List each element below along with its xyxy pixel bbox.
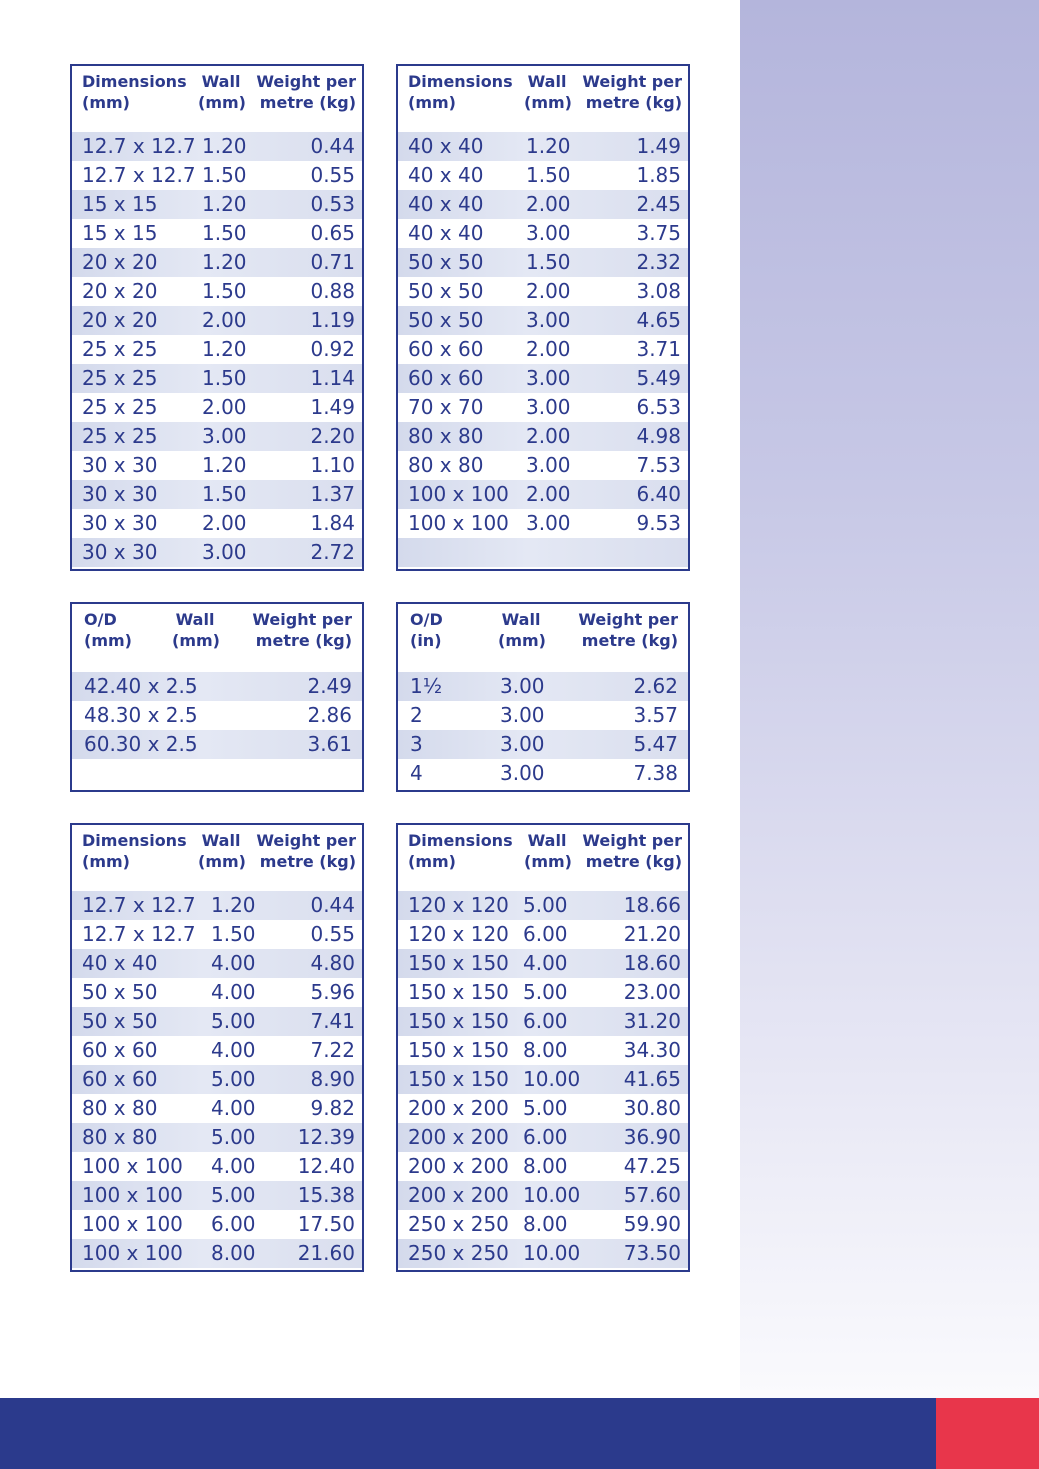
table-row <box>398 1210 688 1239</box>
header-dimensions: Dimensions (mm) <box>82 72 187 112</box>
cell-dimensions: 200 x 200 <box>408 1096 509 1120</box>
cell-dimensions: 2 <box>410 703 423 727</box>
cell-weight: 0.44 <box>310 893 355 917</box>
round-tube-table-in <box>396 602 690 792</box>
cell-dimensions: 40 x 40 <box>408 134 484 158</box>
table-row <box>398 306 688 335</box>
table-row <box>72 306 362 335</box>
table-row <box>72 422 362 451</box>
cell-wall: 1.20 <box>211 893 256 917</box>
cell-dimensions: 50 x 50 <box>82 980 158 1004</box>
cell-dimensions: 70 x 70 <box>408 395 484 419</box>
table-row <box>72 277 362 306</box>
cell-weight: 15.38 <box>297 1183 355 1207</box>
header-weight: Weight per metre (kg) <box>252 610 352 650</box>
cell-dimensions: 100 x 100 <box>408 511 509 535</box>
cell-weight: 2.49 <box>307 674 352 698</box>
cell-dimensions: 42.40 x 2.5 <box>84 674 198 698</box>
cell-dimensions: 1½ <box>410 674 443 698</box>
cell-weight: 3.71 <box>636 337 681 361</box>
header-wall: Wall (mm) <box>172 610 220 650</box>
table-row <box>398 335 688 364</box>
cell-weight: 2.62 <box>633 674 678 698</box>
cell-dimensions: 100 x 100 <box>82 1183 183 1207</box>
cell-dimensions: 150 x 150 <box>408 951 509 975</box>
table-row <box>72 701 362 730</box>
cell-dimensions: 80 x 80 <box>408 424 484 448</box>
cell-wall: 1.20 <box>202 192 247 216</box>
table-row <box>398 1123 688 1152</box>
cell-wall: 10.00 <box>523 1067 581 1091</box>
table-row <box>398 393 688 422</box>
table-row <box>398 1065 688 1094</box>
cell-wall: 3.00 <box>500 761 545 785</box>
table-row <box>398 451 688 480</box>
table-row <box>72 672 362 701</box>
cell-wall: 1.50 <box>202 163 247 187</box>
cell-dimensions: 60.30 x 2.5 <box>84 732 198 756</box>
cell-dimensions: 200 x 200 <box>408 1183 509 1207</box>
cell-weight: 5.96 <box>310 980 355 1004</box>
header-weight: Weight per metre (kg) <box>256 72 356 112</box>
cell-weight: 3.08 <box>636 279 681 303</box>
cell-wall: 4.00 <box>211 1038 256 1062</box>
table-row <box>72 364 362 393</box>
table-row <box>398 509 688 538</box>
cell-weight: 21.20 <box>623 922 681 946</box>
cell-wall: 6.00 <box>523 1009 568 1033</box>
cell-dimensions: 150 x 150 <box>408 1038 509 1062</box>
cell-dimensions: 120 x 120 <box>408 893 509 917</box>
cell-wall: 6.00 <box>523 1125 568 1149</box>
header-wall: Wall (mm) <box>524 72 572 112</box>
table-row <box>72 1036 362 1065</box>
cell-weight: 5.47 <box>633 732 678 756</box>
header-weight: Weight per metre (kg) <box>582 831 682 871</box>
cell-dimensions: 50 x 50 <box>408 308 484 332</box>
table-row <box>72 1123 362 1152</box>
cell-wall: 4.00 <box>211 1096 256 1120</box>
table-header <box>398 604 688 662</box>
cell-weight: 2.20 <box>310 424 355 448</box>
cell-weight: 41.65 <box>623 1067 681 1091</box>
table-row <box>72 730 362 759</box>
cell-wall: 2.00 <box>526 424 571 448</box>
cell-wall: 8.00 <box>523 1212 568 1236</box>
cell-dimensions: 200 x 200 <box>408 1154 509 1178</box>
cell-wall: 2.00 <box>202 511 247 535</box>
table-row <box>72 161 362 190</box>
cell-wall: 5.00 <box>211 1183 256 1207</box>
cell-dimensions: 20 x 20 <box>82 250 158 274</box>
cell-wall: 1.50 <box>526 163 571 187</box>
cell-wall: 3.00 <box>202 424 247 448</box>
round-tube-table-mm <box>70 602 364 792</box>
table-row <box>398 672 688 701</box>
cell-weight: 1.84 <box>310 511 355 535</box>
header-weight: Weight per metre (kg) <box>582 72 682 112</box>
cell-dimensions: 60 x 60 <box>408 337 484 361</box>
table-row <box>72 920 362 949</box>
cell-wall: 5.00 <box>211 1125 256 1149</box>
cell-wall: 3.00 <box>526 511 571 535</box>
cell-dimensions: 25 x 25 <box>82 395 158 419</box>
cell-wall: 1.50 <box>526 250 571 274</box>
cell-wall: 1.50 <box>202 366 247 390</box>
table-row <box>398 248 688 277</box>
table-row <box>72 480 362 509</box>
cell-dimensions: 150 x 150 <box>408 1067 509 1091</box>
header-wall: Wall (mm) <box>198 72 246 112</box>
cell-weight: 7.53 <box>636 453 681 477</box>
cell-dimensions: 40 x 40 <box>82 951 158 975</box>
cell-dimensions: 100 x 100 <box>82 1212 183 1236</box>
cell-wall: 1.20 <box>202 134 247 158</box>
cell-weight: 31.20 <box>623 1009 681 1033</box>
cell-wall: 4.00 <box>211 951 256 975</box>
table-row <box>398 701 688 730</box>
cell-weight: 0.88 <box>310 279 355 303</box>
table-row <box>398 759 688 788</box>
cell-wall: 4.00 <box>523 951 568 975</box>
cell-dimensions: 80 x 80 <box>82 1096 158 1120</box>
cell-dimensions: 40 x 40 <box>408 221 484 245</box>
cell-wall: 2.00 <box>526 337 571 361</box>
table-row <box>72 949 362 978</box>
cell-wall: 3.00 <box>500 732 545 756</box>
cell-weight: 2.45 <box>636 192 681 216</box>
cell-weight: 6.53 <box>636 395 681 419</box>
cell-weight: 4.80 <box>310 951 355 975</box>
cell-dimensions: 60 x 60 <box>82 1067 158 1091</box>
cell-dimensions: 25 x 25 <box>82 337 158 361</box>
cell-weight: 0.55 <box>310 163 355 187</box>
table-row <box>72 132 362 161</box>
table-row <box>398 891 688 920</box>
cell-wall: 5.00 <box>523 980 568 1004</box>
header-wall: Wall (mm) <box>498 610 546 650</box>
cell-wall: 5.00 <box>211 1009 256 1033</box>
cell-dimensions: 80 x 80 <box>82 1125 158 1149</box>
square-tube-table-small <box>70 64 364 571</box>
square-tube-table-large <box>396 823 690 1272</box>
cell-dimensions: 30 x 30 <box>82 453 158 477</box>
cell-wall: 1.50 <box>202 279 247 303</box>
cell-weight: 1.10 <box>310 453 355 477</box>
cell-weight: 0.55 <box>310 922 355 946</box>
cell-dimensions: 250 x 250 <box>408 1241 509 1265</box>
cell-dimensions: 80 x 80 <box>408 453 484 477</box>
table-row <box>398 538 688 567</box>
cell-dimensions: 3 <box>410 732 423 756</box>
table-row <box>398 161 688 190</box>
cell-dimensions: 100 x 100 <box>82 1154 183 1178</box>
header-weight: Weight per metre (kg) <box>578 610 678 650</box>
cell-weight: 57.60 <box>623 1183 681 1207</box>
cell-weight: 0.65 <box>310 221 355 245</box>
table-row <box>72 978 362 1007</box>
square-tube-table-heavy <box>70 823 364 1272</box>
cell-weight: 3.61 <box>307 732 352 756</box>
cell-dimensions: 150 x 150 <box>408 1009 509 1033</box>
cell-wall: 1.20 <box>202 250 247 274</box>
cell-dimensions: 12.7 x 12.7 <box>82 893 196 917</box>
table-row <box>72 1239 362 1268</box>
cell-weight: 12.40 <box>297 1154 355 1178</box>
cell-dimensions: 20 x 20 <box>82 308 158 332</box>
cell-weight: 4.98 <box>636 424 681 448</box>
cell-wall: 4.00 <box>211 980 256 1004</box>
table-row <box>398 1152 688 1181</box>
footer-accent-block <box>936 1398 1039 1469</box>
header-dimensions: Dimensions (mm) <box>82 831 187 871</box>
cell-weight: 9.53 <box>636 511 681 535</box>
header-od: O/D (in) <box>410 610 443 650</box>
table-row <box>398 978 688 1007</box>
cell-dimensions: 50 x 50 <box>408 279 484 303</box>
table-row <box>72 891 362 920</box>
cell-wall: 8.00 <box>523 1154 568 1178</box>
table-row <box>72 190 362 219</box>
cell-weight: 59.90 <box>623 1212 681 1236</box>
cell-weight: 73.50 <box>623 1241 681 1265</box>
cell-dimensions: 60 x 60 <box>408 366 484 390</box>
cell-wall: 3.00 <box>526 221 571 245</box>
cell-dimensions: 25 x 25 <box>82 366 158 390</box>
header-weight: Weight per metre (kg) <box>256 831 356 871</box>
cell-wall: 10.00 <box>523 1183 581 1207</box>
cell-wall: 1.50 <box>202 221 247 245</box>
cell-dimensions: 12.7 x 12.7 <box>82 134 196 158</box>
cell-wall: 8.00 <box>523 1038 568 1062</box>
table-row <box>398 277 688 306</box>
table-row <box>72 1007 362 1036</box>
table-row <box>72 1152 362 1181</box>
cell-wall: 1.20 <box>202 337 247 361</box>
cell-weight: 6.40 <box>636 482 681 506</box>
cell-wall: 3.00 <box>500 703 545 727</box>
cell-dimensions: 100 x 100 <box>408 482 509 506</box>
cell-wall: 3.00 <box>526 308 571 332</box>
cell-weight: 0.71 <box>310 250 355 274</box>
footer-bar <box>0 1398 936 1469</box>
cell-weight: 5.49 <box>636 366 681 390</box>
cell-weight: 47.25 <box>623 1154 681 1178</box>
cell-dimensions: 200 x 200 <box>408 1125 509 1149</box>
cell-weight: 4.65 <box>636 308 681 332</box>
table-header <box>72 825 362 883</box>
table-row <box>72 248 362 277</box>
cell-dimensions: 30 x 30 <box>82 511 158 535</box>
table-row <box>72 335 362 364</box>
cell-wall: 3.00 <box>500 674 545 698</box>
cell-weight: 1.85 <box>636 163 681 187</box>
cell-weight: 18.60 <box>623 951 681 975</box>
cell-weight: 34.30 <box>623 1038 681 1062</box>
table-row <box>398 1036 688 1065</box>
cell-weight: 2.86 <box>307 703 352 727</box>
table-row <box>398 1007 688 1036</box>
header-dimensions: Dimensions (mm) <box>408 831 513 871</box>
table-row <box>72 509 362 538</box>
table-row <box>398 1181 688 1210</box>
cell-weight: 8.90 <box>310 1067 355 1091</box>
cell-wall: 3.00 <box>526 366 571 390</box>
cell-dimensions: 25 x 25 <box>82 424 158 448</box>
cell-dimensions: 30 x 30 <box>82 482 158 506</box>
cell-dimensions: 150 x 150 <box>408 980 509 1004</box>
cell-wall: 2.00 <box>202 308 247 332</box>
cell-wall: 1.50 <box>211 922 256 946</box>
cell-dimensions: 4 <box>410 761 423 785</box>
cell-dimensions: 40 x 40 <box>408 163 484 187</box>
cell-dimensions: 250 x 250 <box>408 1212 509 1236</box>
table-row <box>72 538 362 567</box>
cell-dimensions: 120 x 120 <box>408 922 509 946</box>
cell-weight: 0.53 <box>310 192 355 216</box>
cell-weight: 9.82 <box>310 1096 355 1120</box>
side-gradient-panel <box>740 0 1039 1398</box>
cell-wall: 10.00 <box>523 1241 581 1265</box>
cell-weight: 7.22 <box>310 1038 355 1062</box>
table-row <box>398 1094 688 1123</box>
cell-wall: 3.00 <box>202 540 247 564</box>
cell-weight: 18.66 <box>623 893 681 917</box>
table-row <box>72 1210 362 1239</box>
header-dimensions: Dimensions (mm) <box>408 72 513 112</box>
table-row <box>398 730 688 759</box>
table-row <box>72 451 362 480</box>
table-row <box>398 219 688 248</box>
table-row <box>398 132 688 161</box>
cell-wall: 6.00 <box>211 1212 256 1236</box>
cell-wall: 2.00 <box>526 192 571 216</box>
square-tube-table-medium <box>396 64 690 571</box>
cell-dimensions: 60 x 60 <box>82 1038 158 1062</box>
cell-wall: 2.00 <box>202 395 247 419</box>
table-header <box>398 825 688 883</box>
cell-dimensions: 15 x 15 <box>82 192 158 216</box>
cell-weight: 1.49 <box>310 395 355 419</box>
table-row <box>398 1239 688 1268</box>
cell-weight: 1.14 <box>310 366 355 390</box>
cell-weight: 7.38 <box>633 761 678 785</box>
cell-weight: 12.39 <box>297 1125 355 1149</box>
table-row <box>72 219 362 248</box>
table-header <box>72 604 362 662</box>
cell-dimensions: 30 x 30 <box>82 540 158 564</box>
table-header <box>72 66 362 124</box>
cell-wall: 5.00 <box>211 1067 256 1091</box>
table-row <box>72 1065 362 1094</box>
cell-dimensions: 48.30 x 2.5 <box>84 703 198 727</box>
cell-weight: 1.37 <box>310 482 355 506</box>
cell-weight: 30.80 <box>623 1096 681 1120</box>
cell-weight: 1.49 <box>636 134 681 158</box>
cell-dimensions: 50 x 50 <box>408 250 484 274</box>
cell-weight: 2.72 <box>310 540 355 564</box>
cell-weight: 3.75 <box>636 221 681 245</box>
cell-wall: 2.00 <box>526 482 571 506</box>
cell-weight: 1.19 <box>310 308 355 332</box>
cell-wall: 1.50 <box>202 482 247 506</box>
table-row <box>72 393 362 422</box>
cell-wall: 5.00 <box>523 1096 568 1120</box>
cell-weight: 3.57 <box>633 703 678 727</box>
cell-dimensions: 100 x 100 <box>82 1241 183 1265</box>
table-row <box>398 364 688 393</box>
cell-weight: 0.92 <box>310 337 355 361</box>
cell-weight: 21.60 <box>297 1241 355 1265</box>
cell-wall: 4.00 <box>211 1154 256 1178</box>
cell-weight: 23.00 <box>623 980 681 1004</box>
cell-weight: 17.50 <box>297 1212 355 1236</box>
table-row <box>398 920 688 949</box>
cell-wall: 5.00 <box>523 893 568 917</box>
table-row <box>398 422 688 451</box>
header-wall: Wall (mm) <box>198 831 246 871</box>
table-row <box>398 190 688 219</box>
cell-weight: 36.90 <box>623 1125 681 1149</box>
cell-weight: 2.32 <box>636 250 681 274</box>
table-row <box>72 1181 362 1210</box>
cell-wall: 1.20 <box>202 453 247 477</box>
cell-wall: 8.00 <box>211 1241 256 1265</box>
table-row <box>398 480 688 509</box>
cell-weight: 0.44 <box>310 134 355 158</box>
cell-wall: 3.00 <box>526 453 571 477</box>
cell-dimensions: 40 x 40 <box>408 192 484 216</box>
header-od: O/D (mm) <box>84 610 132 650</box>
table-row <box>398 949 688 978</box>
cell-dimensions: 12.7 x 12.7 <box>82 163 196 187</box>
cell-weight: 7.41 <box>310 1009 355 1033</box>
cell-wall: 6.00 <box>523 922 568 946</box>
cell-dimensions: 20 x 20 <box>82 279 158 303</box>
cell-dimensions: 12.7 x 12.7 <box>82 922 196 946</box>
header-wall: Wall (mm) <box>524 831 572 871</box>
cell-dimensions: 50 x 50 <box>82 1009 158 1033</box>
cell-dimensions: 15 x 15 <box>82 221 158 245</box>
cell-wall: 3.00 <box>526 395 571 419</box>
table-row <box>72 1094 362 1123</box>
table-header <box>398 66 688 124</box>
cell-wall: 2.00 <box>526 279 571 303</box>
cell-wall: 1.20 <box>526 134 571 158</box>
